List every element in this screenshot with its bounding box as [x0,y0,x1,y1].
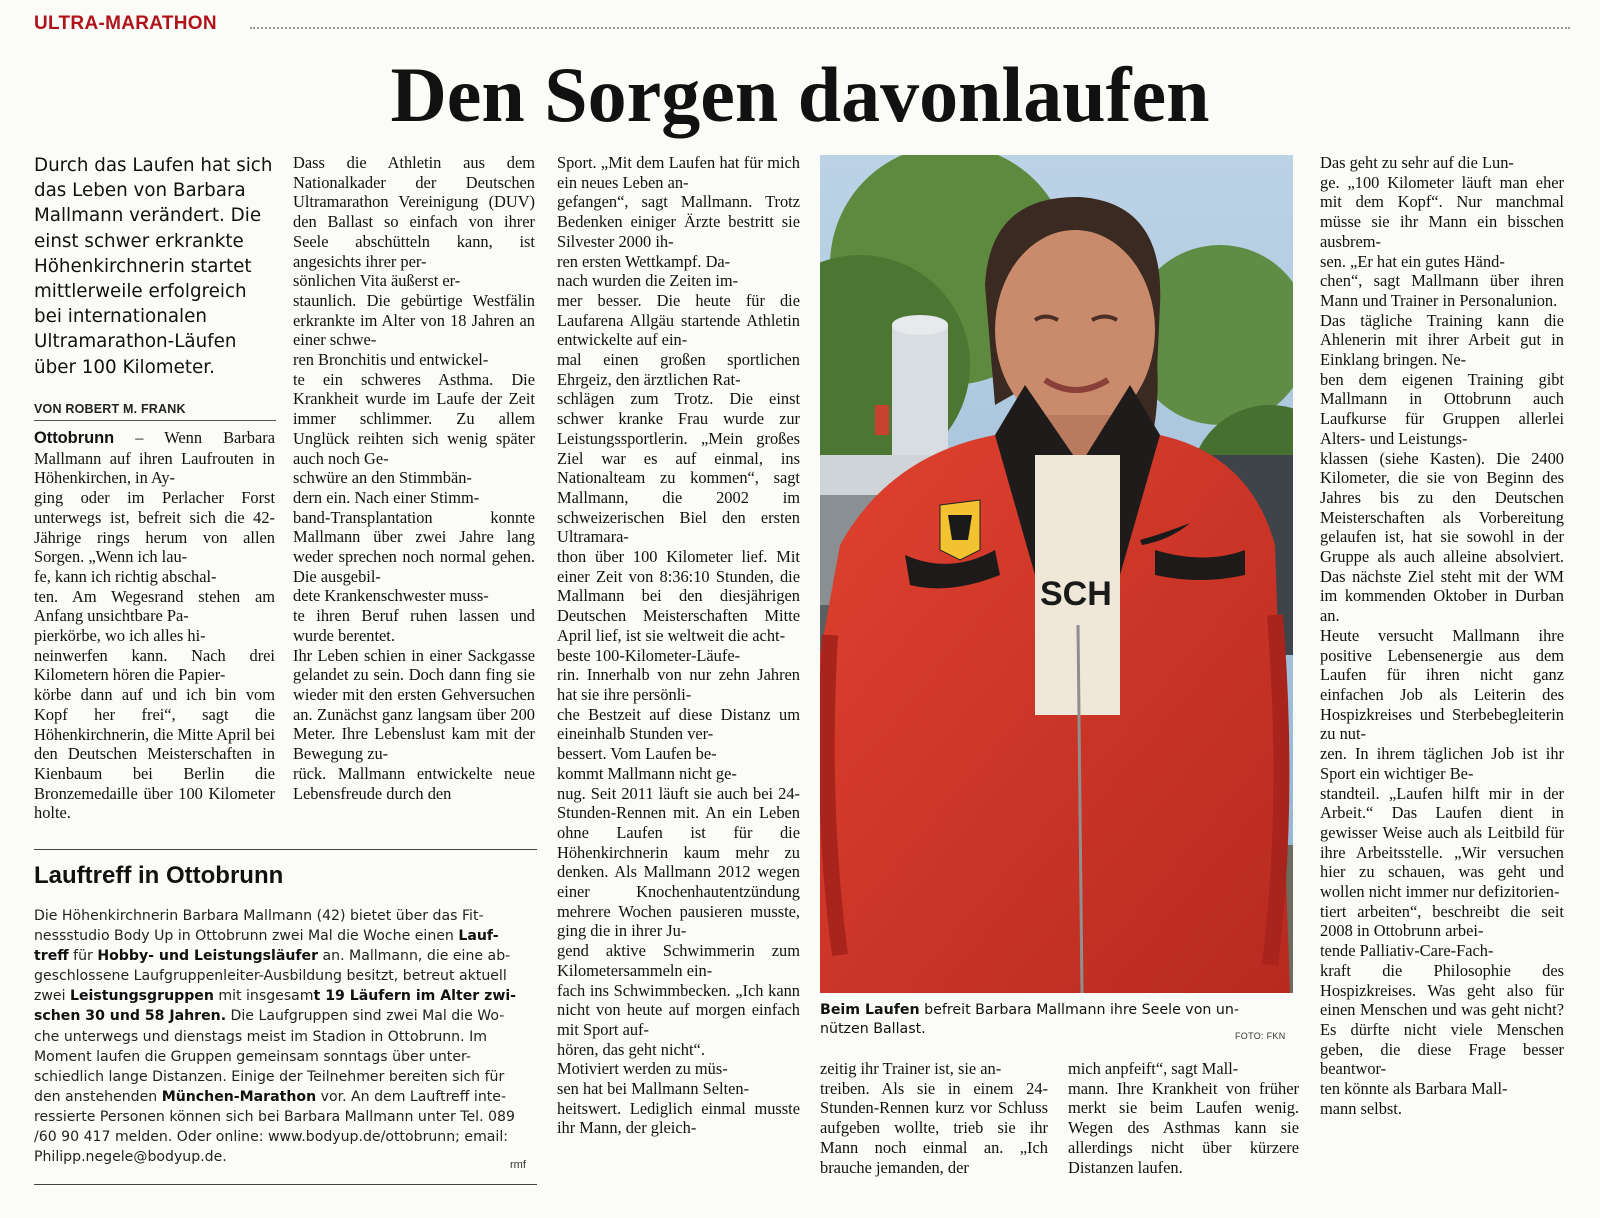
infobox-body [34,906,534,1167]
runner-photo-image [820,155,1293,993]
infobox-highlight: t 19 Läufern im Alter zwi- schen 30 und 58 Jahren. [34,988,517,1025]
headline: Den Sorgen davonlaufen [390,51,1210,138]
article-column-1-text: – Wenn Barbara Mallmann auf ihren Laufrouten in Höhenkirchen, in Ay- ging oder im Perlacher Forst unterwegs ist, befreit sich die 42-Jährige rings herum von allen Sorgen. „Wenn ich lau- fe, kann ich richtig abschal- ten. Am Wegesrand stehen am Anfang unsichtbare Pa- pierkörbe, wo ich alles hi- neinwerfen kann. Nach drei Kilometern hören die Papier- körbe dann auf und ich bin vom Kopf her frei“, sagt die Höhenkirchnerin, die Mitte April bei den Deutschen Meisterschaften in Kienbaum bei Berlin die Bronzemedaille über 100 Kilometer holte. [34,428,275,823]
byline-divider [34,420,276,421]
article-column-5: mich anpfeift“, sagt Mall- mann. Ihre Krankheit von früher merkt sie beim Laufen wenig. Wegen des Asthmas kann sie allerdings nicht über kürzere Distanzen laufen. [1068,1059,1299,1177]
article-column-1 [34,428,275,823]
section-kicker: ULTRA-MARATHON [34,13,217,34]
infobox-bottom-rule [34,1184,537,1185]
infobox-text: Die Laufgruppen sind zwei Mal die Wo- che unterwegs und dienstags meist im Stadion in Ottobrunn. Im Moment laufen die Gruppen gemeinsam sonntags über unter- schiedlich lange Distanzen. Einige der Teilnehmer bereiten sich für den anstehenden [34,1008,505,1105]
dateline: Ottobrunn [34,429,115,447]
article-column-6: Das geht zu sehr auf die Lun- ge. „100 Kilometer läuft man eher mit dem Kopf“. Nur manchmal müsse sie ihr Mann ein bisschen ausbrem- sen. „Er hat ein gutes Händ- chen“, sagt Mallmann über ihren Mann und Trainer in Personalunion. Das tägliche Training kann die Ahlenerin mit ihrer Arbeit gut in Einklang bringen. Ne- ben dem eigenen Training gibt Mallmann in Ottobrunn auch Laufkurse für Gruppen allerlei Alters- und Leistungs- klassen (siehe Kasten). Die 2400 Kilometer, die sie von Beginn des Jahres bis zu den Deutschen Meisterschaften als Vorbereitung gelaufen ist, hat sie sowohl in der Gruppe als auch alleine absolviert. Das nächste Ziel steht mit der WM im kommenden Oktober in Durban an. Heute versucht Mallmann ihre positive Lebensenergie aus dem Laufen für ihren nicht ganz einfachen Job als Leiterin des Hospizkreises und Sterbebegleiterin zu nut- zen. In ihrem täglichen Job ist ihr Sport ein wichtiger Be- standteil. „Laufen hilft mir in der Arbeit.“ Das Laufen dient in gewisser Weise auch als Leitbild für ihre Arbeitsstelle. „Wir versuchen hier zu schauen, was geht und wollen nicht immer nur defizitorien- tiert arbeiten“, beschreibt die seit 2008 in Ottobrunn arbei- tende Palliativ-Care-Fach- kraft die Philosophie des Hospizkreises. Was geht also für einen Menschen und was geht nicht? Es dürfte nicht viele Menschen geben, die diese Frage besser beantwor- ten könnte als Barbara Mall- mann selbst. [1320,153,1564,1118]
photo-caption [820,1001,1290,1039]
caption-lead: Beim Laufen [820,1002,920,1018]
infobox-text: für [68,948,98,965]
infobox-highlight: Hobby- und Leistungsläufer [97,948,319,965]
runner-photo [820,155,1293,993]
infobox-signature: rmf [510,1159,526,1171]
infobox-highlight: München-Marathon [161,1088,317,1105]
infobox-title: Lauftreff in Ottobrunn [34,862,284,889]
article-column-3: Sport. „Mit dem Laufen hat für mich ein neues Leben an- gefangen“, sagt Mallmann. Trotz Bedenken einiger Ärzte bestritt sie Silvester 2000 ih- ren ersten Wettkampf. Da- nach wurden die Zeiten im- mer besser. Die heute für die Laufarena Allgäu startende Athletin entwickelte auf ein- mal einen großen sportlichen Ehrgeiz, den ärztlichen Rat- schlägen zum Trotz. Die einst schwer kranke Frau wurde zur Leistungssportlerin. „Mein großes Ziel war es auf einmal, ins Nationalteam zu kommen“, sagt Mallmann, die 2002 im schweizerischen Biel den ersten Ultramara- thon über 100 Kilometer lief. Mit einer Zeit von 8:36:10 Stunden, die Mallmann bei den diesjährigen Deutschen Meisterschaften Mitte April lief, ist sie weltweit die acht- beste 100-Kilometer-Läufe- rin. Innerhalb von nur zehn Jahren hat sie ihre persönli- che Bestzeit auf diese Distanz um eineinhalb Stunden ver- bessert. Vom Laufen be- kommt Mallmann nicht ge- nug. Seit 2011 läuft sie auch bei 24-Stunden-Rennen mit. An ein Leben ohne Laufen ist für die Höhenkirchnerin kaum mehr zu denken. Als Mallmann 2012 wegen einer Knochenhautentzündung mehrere Wochen pausieren musste, ging die in ihrer Ju- gend aktive Schwimmerin zum Kilometersammeln ein- fach ins Schwimmbecken. „Ich kann nicht von heute auf morgen einfach mit Sport auf- hören, das geht nicht“. Motiviert werden zu müs- sen hat bei Mallmann Selten- heitswert. Lediglich einmal musste ihr Mann, der gleich- [557,153,800,1138]
photo-credit: FOTO: FKN [1235,1031,1286,1041]
infobox-top-rule [34,849,537,850]
kicker-divider [250,27,1570,29]
infobox-highlight: Lauf- treff [34,928,499,965]
article-column-2: Dass die Athletin aus dem Nationalkader der Deutschen Ultramarathon Vereinigung (DUV) den Ballast so einfach von ihrer Seele abschütteln kann, ist angesichts ihrer per- sönlichen Vita äußerst er- staunlich. Die gebürtige Westfälin erkrankte im Alter von 18 Jahren an einer schwe- ren Bronchitis und entwickel- te ein schweres Asthma. Die Krankheit wurde im Laufe der Zeit immer schlimmer. Zu allem Unglück reihten sich wenig später auch noch Ge- schwüre an den Stimmbän- dern ein. Nach einer Stimm- band-Transplantation konnte Mallmann über zwei Jahre lang weder sprechen noch normal gehen. Die ausgebil- dete Krankenschwester muss- te ihren Beruf ruhen lassen und wurde berentet. Ihr Leben schien in einer Sackgasse gelandet zu sein. Doch dann fing sie wieder mit den ersten Gehversuchen an. Zunächst ganz langsam über 200 Meter. Ihre Lebenslust kam mit der Bewegung zu- rück. Mallmann entwickelte neue Lebensfreude durch den [293,153,535,803]
article-column-4: zeitig ihr Trainer ist, sie an- treiben. Als sie in einem 24-Stunden-Rennen kurz vor Schluss aufgeben wollte, trieb sie ihr Mann noch einmal an. „Ich brauche jemanden, der [820,1059,1048,1177]
infobox-highlight: Leistungsgruppen [70,988,214,1005]
caption-text: befreit Barbara Mallmann ihre Seele von un- nützen Ballast. [820,1002,1239,1037]
infobox-text: mit insgesam [213,988,314,1005]
byline: VON ROBERT M. FRANK [34,402,186,416]
infobox-text: Die Höhenkirchnerin Barbara Mallmann (42) bietet über das Fit- nessstudio Body Up in Ottobrunn zwei Mal die Woche einen [34,908,484,945]
shirt-lettering: SCH [1040,575,1112,613]
infobox-text: an. Mallmann, die eine ab- geschlossene Laufgruppenleiter-Ausbildung besitzt, betreut aktuell zwei [34,948,511,1005]
teaser-intro: Durch das Laufen hat sich das Leben von Barbara Mallmann verändert. Die einst schwer erkrankte Höhenkirchnerin startet mittlerweile erfolgreich bei internationalen Ultramarathon-Läufen über 100 Kilometer. [34,155,273,378]
infobox-text: vor. An dem Lauftreff inte- ressierte Personen können sich bei Barbara Mallmann unter Tel. 089 /60 90 417 melden. Oder online: www.bodyup.de/ottobrunn; email: Philipp.negele@bodyup.de. [34,1088,515,1166]
